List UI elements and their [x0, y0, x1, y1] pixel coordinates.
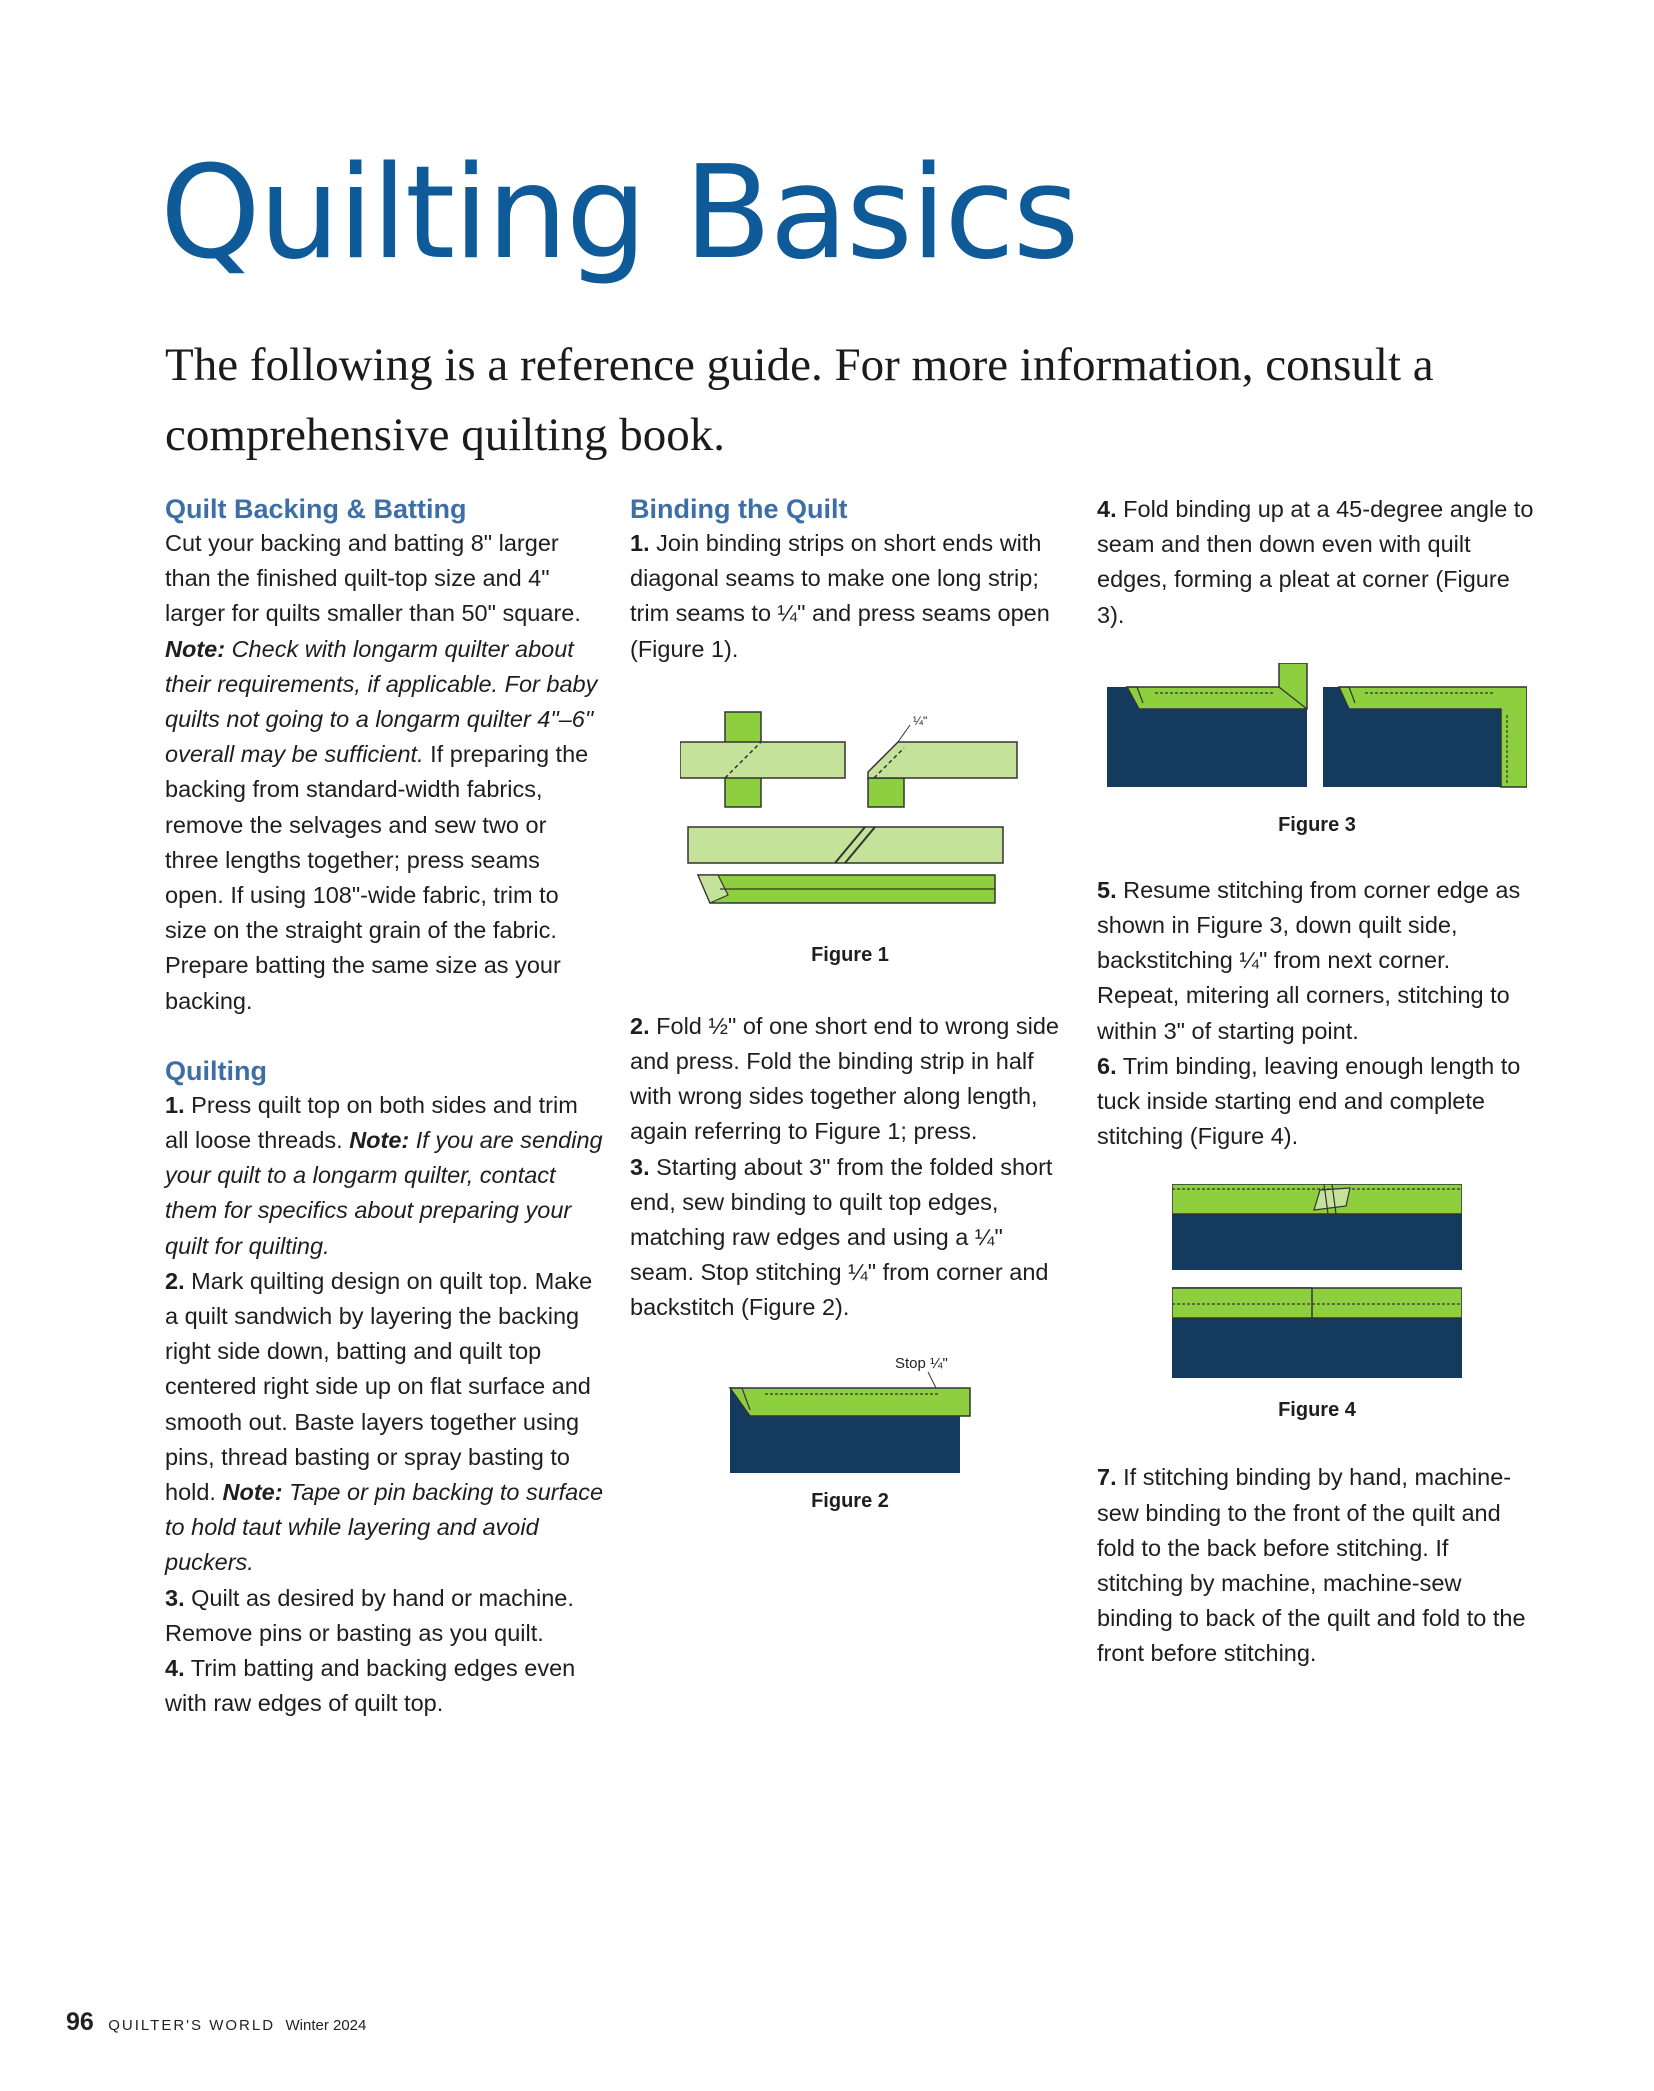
step-text: Trim binding, leaving enough length to tuck inside starting end and complete stitching (Figure 4).: [1097, 1052, 1521, 1150]
note-text: If you are sending your quilt to a longarm quilter, contact them for specifics about preparing your quilt for quilting.: [165, 1127, 603, 1259]
step-text: Resume stitching from corner edge as shown in Figure 3, down quilt side, backstitching ¼" from next corner. Repeat, mitering all corners, stitching to within 3" of starting point.: [1097, 876, 1521, 1044]
step-number: 4.: [1097, 496, 1117, 522]
binding-step-2: [630, 1009, 1070, 1150]
note-text: Check with longarm quilter about their requirements, if applicable. For baby quilts not going to a longarm quilter 4"–6" overall may be sufficient.: [165, 635, 598, 768]
figure-2-caption: Figure 2: [811, 1489, 889, 1512]
step-text: Fold binding up at a 45-degree angle to seam and then down even with quilt edges, forming a pleat at corner (Figure 3).: [1097, 496, 1534, 628]
figure-1-caption: Figure 1: [811, 943, 889, 966]
figure-4-diagram: [1172, 1184, 1462, 1380]
strip-vertical-trimmed: [868, 778, 904, 807]
section-heading-quilting: Quilting: [165, 1055, 267, 1086]
step-text: Mark quilting design on quilt top. Make a quilt sandwich by layering the backing right side down, batting and quilt top centered right side up on flat surface and smooth out. Baste layers together using pins, thread basting or spray basting to hold.: [165, 1267, 593, 1506]
binding-step-1: [630, 526, 1070, 667]
page-number: 96: [66, 2008, 94, 2036]
binding-strip-left: [1127, 663, 1307, 709]
backing-p1: Cut your backing and batting 8" larger than the finished quilt-top size and 4" larger for quilts smaller than 50" square.: [165, 530, 581, 627]
binding-overlap: [1172, 1288, 1312, 1318]
step-number: 6.: [1097, 1052, 1117, 1079]
figure-4-caption: Figure 4: [1278, 1399, 1356, 1422]
step-number: 1.: [630, 530, 650, 556]
section-heading-backing: Quilt Backing & Batting: [165, 494, 467, 524]
step-text: Fold ½" of one short end to wrong side and press. Fold the binding strip in half with wrong sides together along length, again referring to Figure 1; press.: [630, 1012, 1060, 1145]
section-heading-binding: Binding the Quilt: [630, 494, 848, 524]
label-leader: [898, 725, 910, 742]
quarter-inch-label: ¼": [913, 713, 928, 728]
note-label: Note:: [349, 1127, 410, 1154]
step-number: 2.: [165, 1267, 185, 1294]
binding-strip: [730, 1388, 970, 1416]
stop-label: Stop ¼": [895, 1354, 948, 1372]
step-text: Starting about 3" from the folded short end, sew binding to quilt top edges, matching raw edges and using a ¼" seam. Stop stitching ¼" from corner and backstitch (Figure 2).: [630, 1153, 1053, 1321]
note-label: Note:: [222, 1479, 283, 1506]
figure-3-diagram: [1107, 663, 1527, 791]
page-title: Quilting Basics: [160, 139, 1078, 288]
step-number: 1.: [165, 1091, 185, 1118]
tucked-end: [1314, 1188, 1350, 1210]
long-strip: [688, 827, 1003, 863]
magazine-name: QUILTER'S WORLD: [108, 2017, 276, 2034]
backing-p2: If preparing the backing from standard-width fabrics, remove the selvages and sew two or three lengths together; press seams open. If using 108"-wide fabric, trim to size on the straight grain of the fabric. Prepare batting the same size as your backing.: [165, 741, 589, 1014]
binding-step-3: [630, 1150, 1070, 1326]
step-text: Trim batting and backing edges even with raw edges of quilt top.: [165, 1655, 576, 1717]
step-number: 3.: [630, 1153, 650, 1180]
step-text: Press quilt top on both sides and trim all loose threads.: [165, 1091, 578, 1154]
issue-date: Winter 2024: [285, 2017, 367, 2034]
binding-step-6: [1097, 1049, 1537, 1155]
figure-2-diagram: [720, 1350, 980, 1475]
step-number: 3.: [165, 1584, 185, 1611]
step-text: Quilt as desired by hand or machine. Remove pins or basting as you quilt.: [165, 1584, 574, 1646]
strip-horizontal-trimmed: [868, 742, 1017, 778]
column-middle: [630, 492, 1070, 1513]
binding-step-5: [1097, 873, 1537, 1049]
strip-horizontal: [680, 742, 845, 778]
column-right: [1097, 492, 1537, 1672]
binding-step-7: [1097, 1460, 1537, 1671]
quilting-step-4: [165, 1651, 605, 1721]
step-number: 7.: [1097, 1464, 1117, 1491]
step-number: 4.: [165, 1655, 185, 1682]
figure-1-diagram: [680, 707, 1020, 927]
note-text: Tape or pin backing to surface to hold taut while layering and avoid puckers.: [165, 1479, 604, 1576]
intro-text: The following is a reference guide. For more information, consult a comprehensive quilting book.: [165, 339, 1434, 461]
quilt-top-upper: [1172, 1212, 1462, 1270]
column-left: [165, 492, 605, 1722]
stop-leader: [928, 1372, 936, 1388]
page-footer: [66, 2008, 366, 2037]
step-text: Join binding strips on short ends with diagonal seams to make one long strip; trim seams to ¼" and press seams open (Figure 1).: [630, 530, 1050, 662]
quilting-step-3: [165, 1581, 605, 1651]
quilting-step-1: [165, 1088, 605, 1264]
step-number: 5.: [1097, 876, 1117, 903]
figure-3-caption: Figure 3: [1278, 813, 1356, 836]
step-text: If stitching binding by hand, machine-sew binding to the front of the quilt and fold to the back before stitching. If stitching by machine, machine-sew binding to back of the quilt and fold to the front before stitching.: [1097, 1464, 1526, 1667]
quilt-top-lower: [1172, 1316, 1462, 1378]
binding-step-4: [1097, 492, 1537, 633]
note-label: Note:: [165, 635, 226, 662]
step-number: 2.: [630, 1012, 650, 1039]
quilting-step-2: [165, 1264, 605, 1581]
backing-text: [165, 526, 605, 1019]
